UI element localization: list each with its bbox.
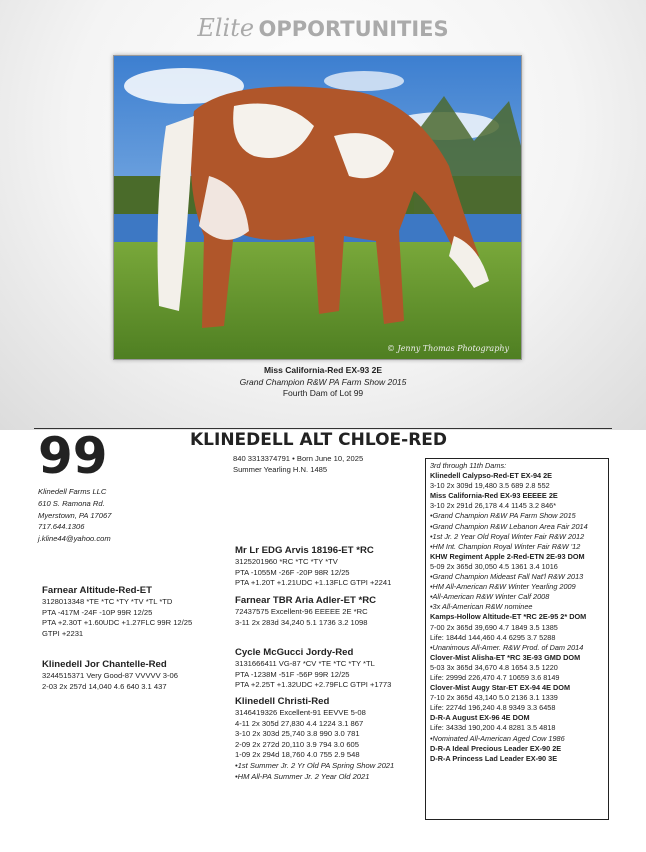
dam-entry-award: •3x All-American R&W nominee <box>430 602 533 612</box>
caption-award: Grand Champion R&W PA Farm Show 2015 <box>239 376 407 387</box>
grandsire1-line: PTA -1055M -26F -20P 98R 12/25 <box>235 567 350 577</box>
dam-entry-award: •HM All-American R&W Winter Yearling 2009 <box>430 582 576 592</box>
grandsire1-line: 3125201960 *RC *TC *TY *TV <box>235 557 338 566</box>
dam-entry-award: •Grand Champion R&W PA Farm Show 2015 <box>430 511 576 521</box>
dam-entry-name: Clover-Mist Augy Star-ET EX-94 4E DOM <box>430 683 571 693</box>
sire-block <box>42 584 192 639</box>
grandsire2-name: Cycle McGucci Jordy-Red <box>235 647 354 658</box>
caption-relation: Fourth Dam of Lot 99 <box>282 388 364 398</box>
photo-watermark: © Jenny Thomas Photography <box>386 344 509 353</box>
granddam1-name: Farnear TBR Aria Adler-ET *RC <box>235 595 377 606</box>
grandsire2-line: PTA -1238M -51F -56P 99R 12/25 <box>235 669 350 679</box>
granddam2-line: 1-09 2x 294d 18,760 4.0 755 2.9 548 <box>235 750 360 760</box>
lot-title: KLINEDELL ALT CHLOE-RED <box>190 430 448 450</box>
granddam2-name: Klinedell Christi-Red <box>235 696 330 707</box>
grandsire1-line: PTA +1.20T +1.21UDC +1.13FLC GTPI +2241 <box>235 578 392 588</box>
granddam1-block <box>235 594 376 628</box>
dam-entry-name: D-R-A August EX-96 4E DOM <box>430 713 530 723</box>
consignor-line: Klinedell Farms LLC <box>38 487 107 496</box>
sire-line: PTA -417M -24F -10P 99R 12/25 <box>42 607 153 617</box>
granddam2-block <box>235 695 394 782</box>
consignor-info <box>38 486 111 545</box>
granddam2-award: •HM All-PA Summer Jr. 2 Year Old 2021 <box>235 771 370 781</box>
lot-number: 99 <box>38 427 108 485</box>
dam-entry-award: •All-American R&W Winter Calf 2008 <box>430 592 550 602</box>
dam-block <box>42 658 178 692</box>
granddam1-line: 72437575 Excellent-96 EEEEE 2E *RC <box>235 607 368 616</box>
dams-box <box>425 458 609 820</box>
header-elite-text: Elite <box>197 14 255 42</box>
granddam2-line: 3146419326 Excellent-91 EEVVE 5-08 <box>235 708 366 717</box>
lot-class-line: Summer Yearling H.N. 1485 <box>233 465 328 474</box>
dam-entry-line: Life: 2999d 226,470 4.7 10659 3.6 8149 <box>430 672 560 682</box>
dam-name: Klinedell Jor Chantelle-Red <box>42 659 167 670</box>
dam-entry-line: 5-03 3x 365d 34,670 4.8 1654 3.5 1220 <box>430 662 558 672</box>
sire-line: GTPI +2231 <box>42 628 84 638</box>
caption-cow-name: Miss California-Red EX-93 2E <box>263 365 383 375</box>
granddam2-line: 3-10 2x 303d 25,740 3.8 990 3.0 781 <box>235 729 360 739</box>
dam-entry-line: 3-10 2x 291d 26,178 4.4 1145 3.2 846* <box>430 501 557 511</box>
dam-entry-award: •Nominated All-American Aged Cow 1986 <box>430 733 565 743</box>
cow-photo <box>113 55 522 360</box>
dam-entry-name: Clover-Mist Alisha-ET *RC 3E-93 GMD DOM <box>430 652 581 662</box>
grandsire2-line: PTA +2.25T +1.32UDC +2.79FLC GTPI +1773 <box>235 680 392 690</box>
dam-entry-line: 7-00 2x 365d 39,690 4.7 1849 3.5 1385 <box>430 622 558 632</box>
sire-name: Farnear Altitude-Red-ET <box>42 585 152 596</box>
lot-reg-line: 840 3313374791 • Born June 10, 2025 <box>233 454 364 463</box>
dam-entry-award: •1st Jr. 2 Year Old Royal Winter Fair R&W 2012 <box>430 531 585 541</box>
granddam2-line: 4-11 2x 305d 27,830 4.4 1224 3.1 867 <box>235 718 364 728</box>
dam-line: 2-03 2x 257d 14,040 4.6 640 3.1 437 <box>42 681 167 691</box>
dam-entry-name: Kamps-Hollow Altitude-ET *RC 2E-95 2* DOM <box>430 612 587 622</box>
consignor-line: 717.644.1306 <box>38 522 85 532</box>
dams-list <box>430 471 604 764</box>
dam-entry-name: KHW Regiment Apple 2-Red-ETN 2E-93 DOM <box>430 551 585 561</box>
header-opportunities-text: OPPORTUNITIES <box>258 17 449 41</box>
dam-entry-line: 3-10 2x 309d 19,480 3.5 689 2.8 552 <box>430 481 550 491</box>
dam-entry-award: •Unanimous All-Amer. R&W Prod. of Dam 2014 <box>430 642 584 652</box>
dam-entry-line: Life: 1844d 144,460 4.4 6295 3.7 5288 <box>430 632 556 642</box>
dams-header: 3rd through 11th Dams: <box>430 461 507 470</box>
sire-line: PTA +2.30T +1.60UDC +1.27FLC 99R 12/25 <box>42 618 193 628</box>
grandsire2-block <box>235 646 391 691</box>
dam-entry-award: •Grand Champion Mideast Fall Nat'l R&W 2013 <box>430 572 584 582</box>
grandsire1-name: Mr Lr EDG Arvis 18196-ET *RC <box>235 545 374 556</box>
dam-entry-name: D-R-A Ideal Precious Leader EX-90 2E <box>430 743 562 753</box>
dam-entry-name: D-R-A Princess Lad Leader EX-90 3E <box>430 753 558 763</box>
dam-entry-award: •HM Int. Champion Royal Winter Fair R&W '12 <box>430 541 581 551</box>
photo-caption <box>0 365 646 400</box>
dam-line: 3244515371 Very Good-87 VVVVV 3-06 <box>42 671 178 680</box>
page-header <box>0 14 646 42</box>
dam-entry-line: 7-10 2x 365d 43,140 5.0 2136 3.1 1339 <box>430 693 558 703</box>
consignor-email: j.kline44@yahoo.com <box>38 534 111 544</box>
dam-entry-line: Life: 2274d 196,240 4.8 9349 3.3 6458 <box>430 703 556 713</box>
dam-entry-line: Life: 3433d 190,200 4.4 8281 3.5 4818 <box>430 723 556 733</box>
grandsire1-block <box>235 544 391 589</box>
divider-line <box>34 428 612 429</box>
sire-line: 3128013348 *TE *TC *TY *TV *TL *TD <box>42 597 173 606</box>
dam-entry-award: •Grand Champion R&W Lebanon Area Fair 2014 <box>430 521 588 531</box>
consignor-line: Myerstown, PA 17067 <box>38 510 112 520</box>
granddam2-award: •1st Summer Jr. 2 Yr Old PA Spring Show 2021 <box>235 760 395 770</box>
grandsire2-line: 3131666411 VG-87 *CV *TE *TC *TY *TL <box>235 659 375 668</box>
dam-entry-name: Miss California-Red EX-93 EEEEE 2E <box>430 491 558 501</box>
granddam2-line: 2-09 2x 272d 20,110 3.9 794 3.0 605 <box>235 739 359 749</box>
lot-subinfo <box>233 453 363 475</box>
granddam1-line: 3-11 2x 283d 34,240 5.1 1736 3.2 1098 <box>235 617 368 627</box>
dam-entry-name: Klinedell Calypso-Red-ET EX-94 2E <box>430 471 553 481</box>
consignor-line: 610 S. Ramona Rd. <box>38 498 105 508</box>
dam-entry-line: 5-09 2x 365d 30,050 4.5 1361 3.4 1016 <box>430 561 558 571</box>
